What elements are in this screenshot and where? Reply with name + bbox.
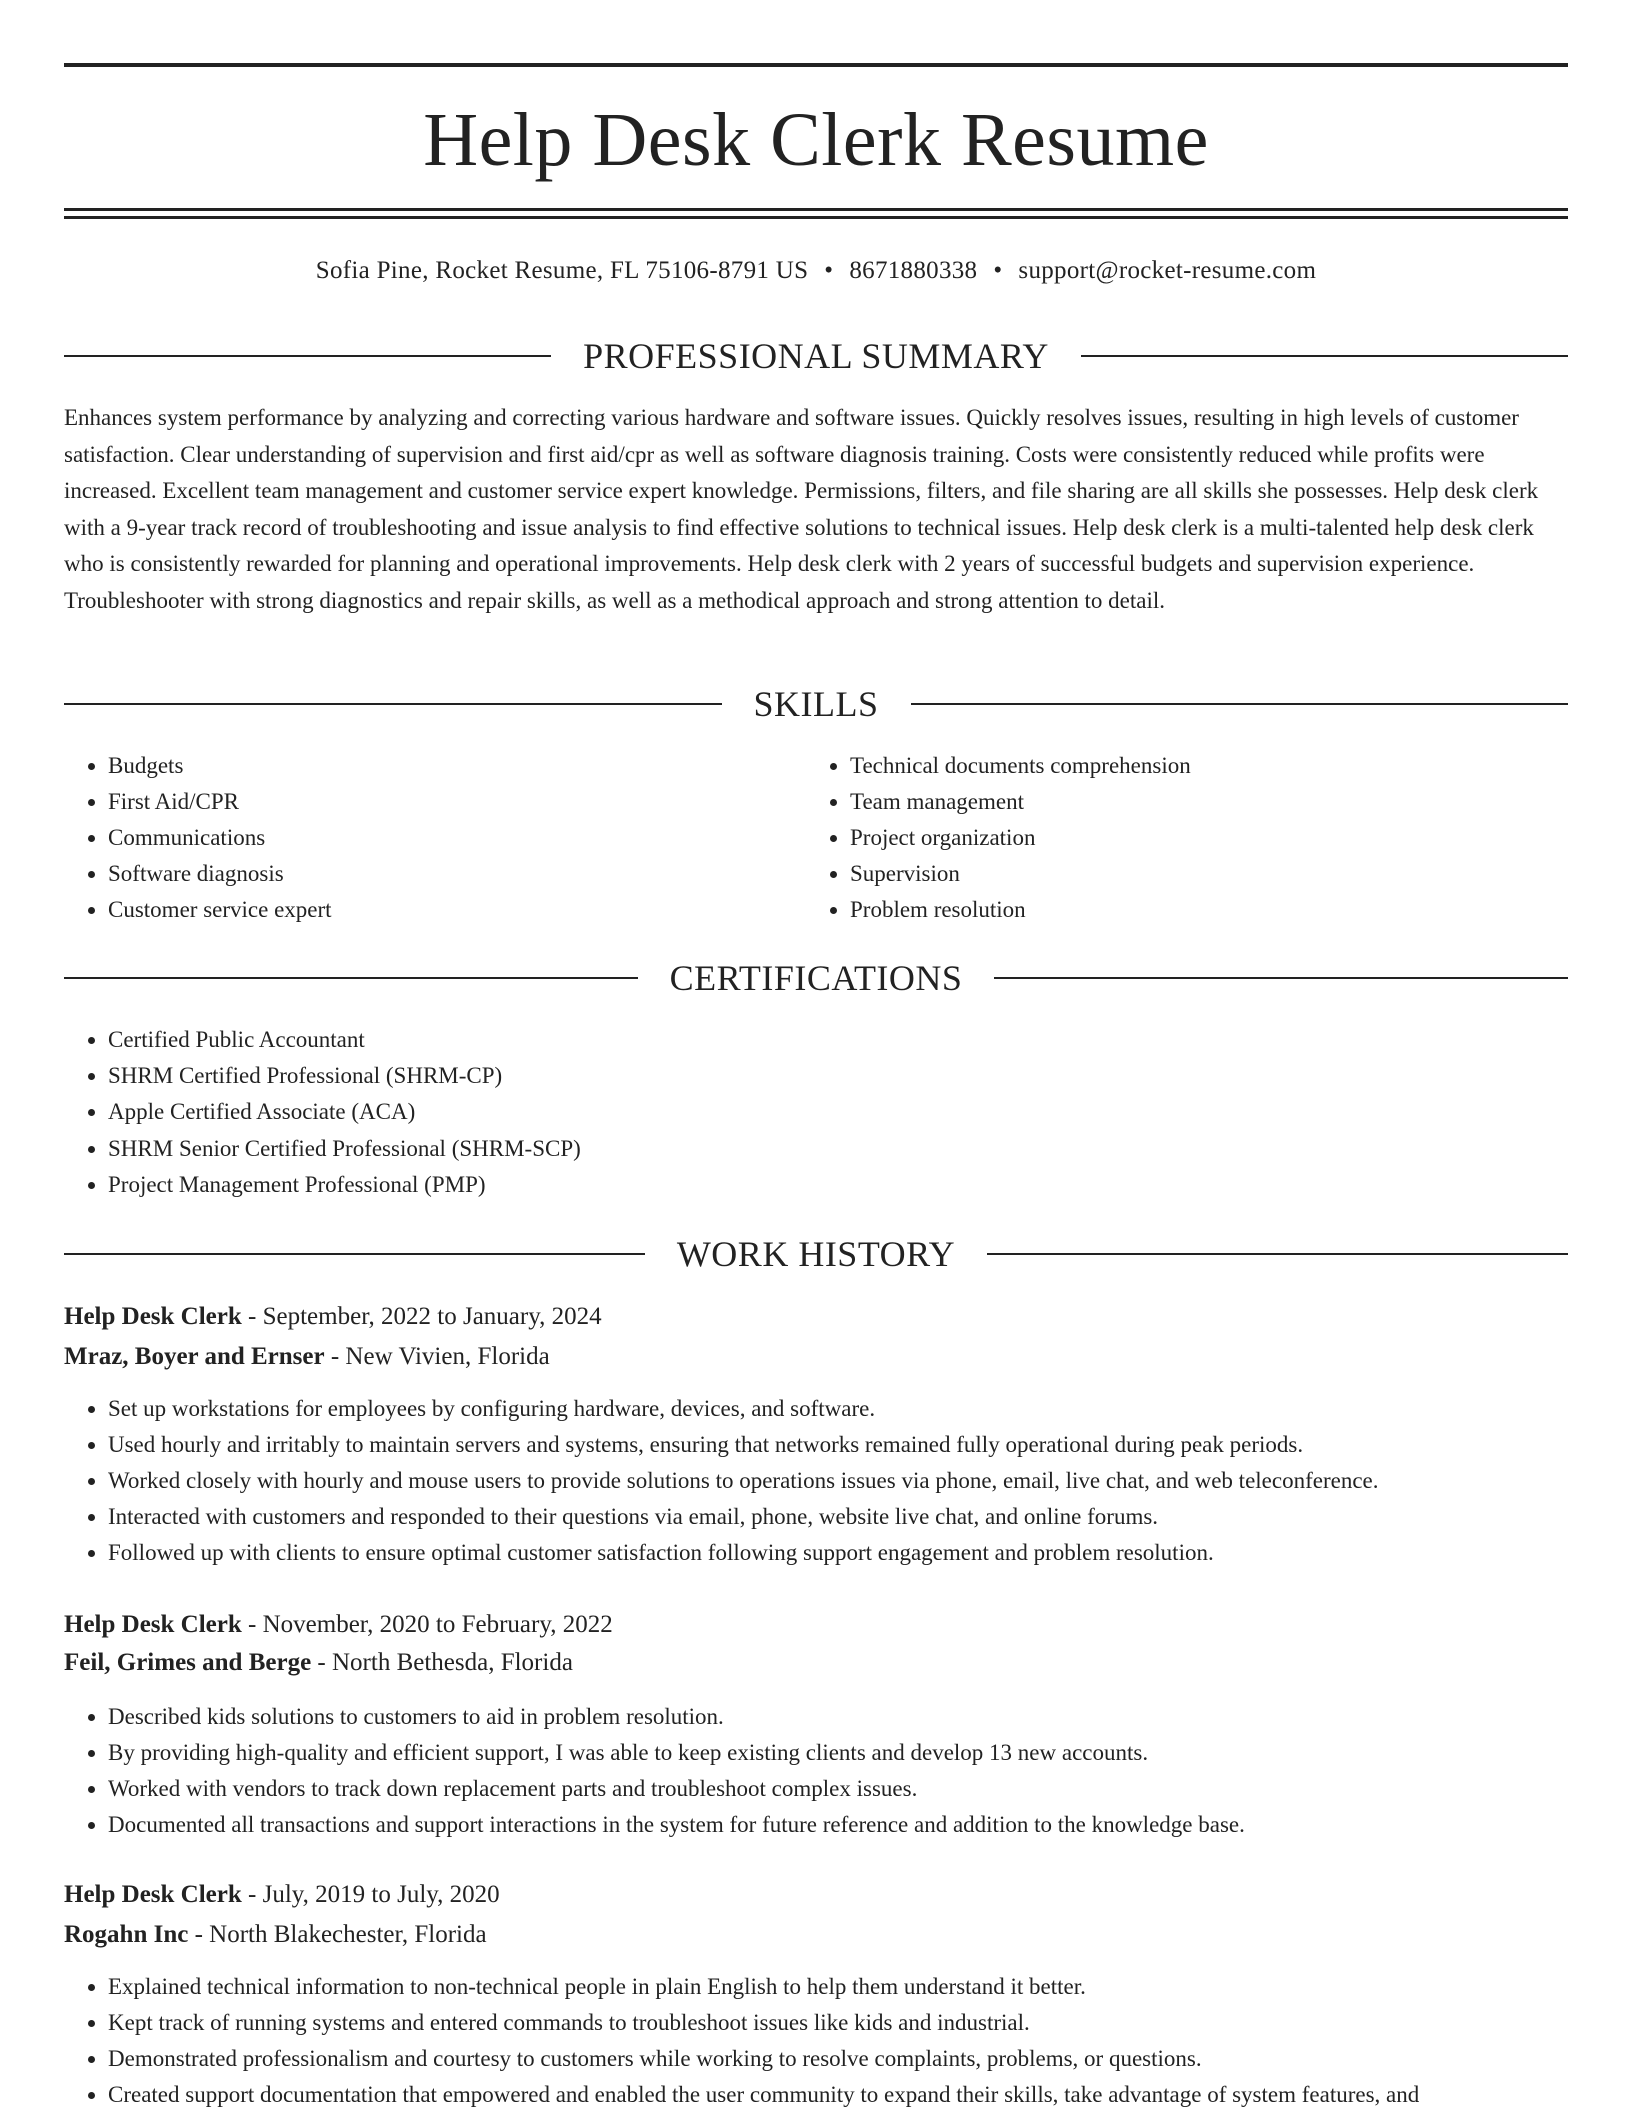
skills-list-right xyxy=(806,748,1566,928)
job-duty: • Used hourly and irritably to maintain servers and systems, ensuring that networks remained fully operational during peak periods. xyxy=(108,1427,1568,1463)
job-duty: • Set up workstations for employees by configuring hardware, devices, and software. xyxy=(108,1391,1568,1427)
skill-item: • Team management xyxy=(850,784,1566,820)
heading-rule xyxy=(911,703,1569,705)
contact-phone: 8671880338 xyxy=(849,257,978,284)
job-duties-list xyxy=(64,1391,1568,1571)
job-duty: • Interacted with customers and responded to their questions via email, phone, website live chat, and online forums. xyxy=(108,1499,1568,1535)
job-title: Help Desk Clerk xyxy=(64,1303,242,1330)
heading-rule xyxy=(64,703,722,705)
skills-heading-row xyxy=(64,682,1568,726)
job-dates: - July, 2019 to July, 2020 xyxy=(241,1881,500,1908)
job-duties-list xyxy=(64,1699,1568,1843)
skill-item: • Budgets xyxy=(108,748,764,784)
job-title: Help Desk Clerk xyxy=(64,1881,242,1908)
skills-column-left xyxy=(64,748,764,928)
resume-title: Help Desk Clerk Resume xyxy=(423,98,1209,182)
job-duties xyxy=(64,1969,1568,2112)
certification-item: • Project Management Professional (PMP) xyxy=(108,1167,1568,1203)
job-company-line xyxy=(64,1917,1568,1953)
work-history-heading-row xyxy=(64,1232,1568,1276)
contact-separator: • xyxy=(993,257,1003,284)
certification-item: • Certified Public Accountant xyxy=(108,1022,1568,1058)
job-duty: • Explained technical information to non-technical people in plain English to help them understand it better. xyxy=(108,1969,1568,2005)
job-title-line xyxy=(64,1299,1568,1335)
job-duty: • Created support documentation that empowered and enabled the user community to expand their skills, take advantage of system features, and xyxy=(108,2077,1568,2112)
summary-heading-row xyxy=(64,334,1568,378)
contact-separator: • xyxy=(824,257,834,284)
skill-item: • Problem resolution xyxy=(850,892,1566,928)
skills-column-right xyxy=(806,748,1566,928)
job-title-line xyxy=(64,1607,1568,1643)
heading-rule xyxy=(64,1253,645,1255)
job-duty: • Worked with vendors to track down replacement parts and troubleshoot complex issues. xyxy=(108,1771,1568,1807)
certification-item: • Apple Certified Associate (ACA) xyxy=(108,1094,1568,1130)
heading-rule xyxy=(987,1253,1568,1255)
job-duty: • By providing high-quality and efficient support, I was able to keep existing clients and develop 13 new accounts. xyxy=(108,1735,1568,1771)
work-history-heading: WORK HISTORY xyxy=(676,1234,956,1274)
top-rule xyxy=(64,63,1568,67)
job-duties xyxy=(64,1699,1568,1843)
certifications-heading: CERTIFICATIONS xyxy=(669,958,963,998)
job-duties xyxy=(64,1391,1568,1571)
job-location: - North Blakechester, Florida xyxy=(188,1921,487,1948)
skill-item: • Supervision xyxy=(850,856,1566,892)
certification-item: • SHRM Certified Professional (SHRM-CP) xyxy=(108,1058,1568,1094)
job-location: - New Vivien, Florida xyxy=(324,1343,550,1370)
skill-item: • Customer service expert xyxy=(108,892,764,928)
skill-item: • Project organization xyxy=(850,820,1566,856)
job-company-line xyxy=(64,1645,1568,1681)
job-duty: • Described kids solutions to customers to aid in problem resolution. xyxy=(108,1699,1568,1735)
certification-item: • SHRM Senior Certified Professional (SHRM-SCP) xyxy=(108,1131,1568,1167)
skills-list-left xyxy=(64,748,764,928)
job-company: Feil, Grimes and Berge xyxy=(64,1649,312,1676)
skill-item: • Communications xyxy=(108,820,764,856)
contact-email: support@rocket-resume.com xyxy=(1018,257,1317,284)
job-dates: - September, 2022 to January, 2024 xyxy=(241,1303,602,1330)
heading-rule xyxy=(64,977,638,979)
title-rule-lower xyxy=(64,216,1568,219)
job-company: Rogahn Inc xyxy=(64,1921,189,1948)
heading-rule xyxy=(994,977,1568,979)
certifications-list xyxy=(64,1022,1568,1203)
job-dates: - November, 2020 to February, 2022 xyxy=(241,1611,613,1638)
job-duty: • Demonstrated professionalism and courtesy to customers while working to resolve complaints, problems, or questions. xyxy=(108,2041,1568,2077)
skills-heading: SKILLS xyxy=(753,684,879,724)
job-duty: • Worked closely with hourly and mouse users to provide solutions to operations issues via phone, email, live chat, and web teleconference. xyxy=(108,1463,1568,1499)
job-duty: • Followed up with clients to ensure optimal customer satisfaction following support engagement and problem resolution. xyxy=(108,1535,1568,1571)
contact-line xyxy=(64,254,1568,288)
job-duty: • Documented all transactions and support interactions in the system for future reference and addition to the knowledge base. xyxy=(108,1807,1568,1843)
job-duty: • Kept track of running systems and entered commands to troubleshoot issues like kids and industrial. xyxy=(108,2005,1568,2041)
job-location: - North Bethesda, Florida xyxy=(311,1649,573,1676)
job-duties-list xyxy=(64,1969,1568,2112)
certifications-block xyxy=(64,1022,1568,1203)
job-company: Mraz, Boyer and Ernser xyxy=(64,1343,325,1370)
certifications-heading-row xyxy=(64,956,1568,1000)
summary-heading: PROFESSIONAL SUMMARY xyxy=(583,336,1049,376)
skill-item: • Software diagnosis xyxy=(108,856,764,892)
job-company-line xyxy=(64,1339,1568,1375)
heading-rule xyxy=(64,355,551,357)
title-rule-upper xyxy=(64,208,1568,211)
summary-text: Enhances system performance by analyzing and correcting various hardware and software issues. Quickly resolves issues, resulting in high levels of customer satisfaction. Clear understanding of supervision and first aid/cpr as well as software diagnosis training. Costs were consistently reduced while profits were increased. Excellent team management and customer service expert knowledge. Permissions, filters, and file sharing are all skills she possesses. Help desk clerk with a 9-year track record of troubleshooting and issue analysis to find effective solutions to technical issues. Help desk clerk is a multi-talented help desk clerk who is consistently rewarded for planning and operational improvements. Help desk clerk with 2 years of successful budgets and supervision experience. Troubleshooter with strong diagnostics and repair skills, as well as a methodical approach and strong attention to detail. xyxy=(64,405,1539,613)
contact-address: Sofia Pine, Rocket Resume, FL 75106-8791 US xyxy=(315,257,809,284)
skill-item: • First Aid/CPR xyxy=(108,784,764,820)
job-title-line xyxy=(64,1877,1568,1913)
job-title: Help Desk Clerk xyxy=(64,1611,242,1638)
skill-item: • Technical documents comprehension xyxy=(850,748,1566,784)
heading-rule xyxy=(1081,355,1568,357)
